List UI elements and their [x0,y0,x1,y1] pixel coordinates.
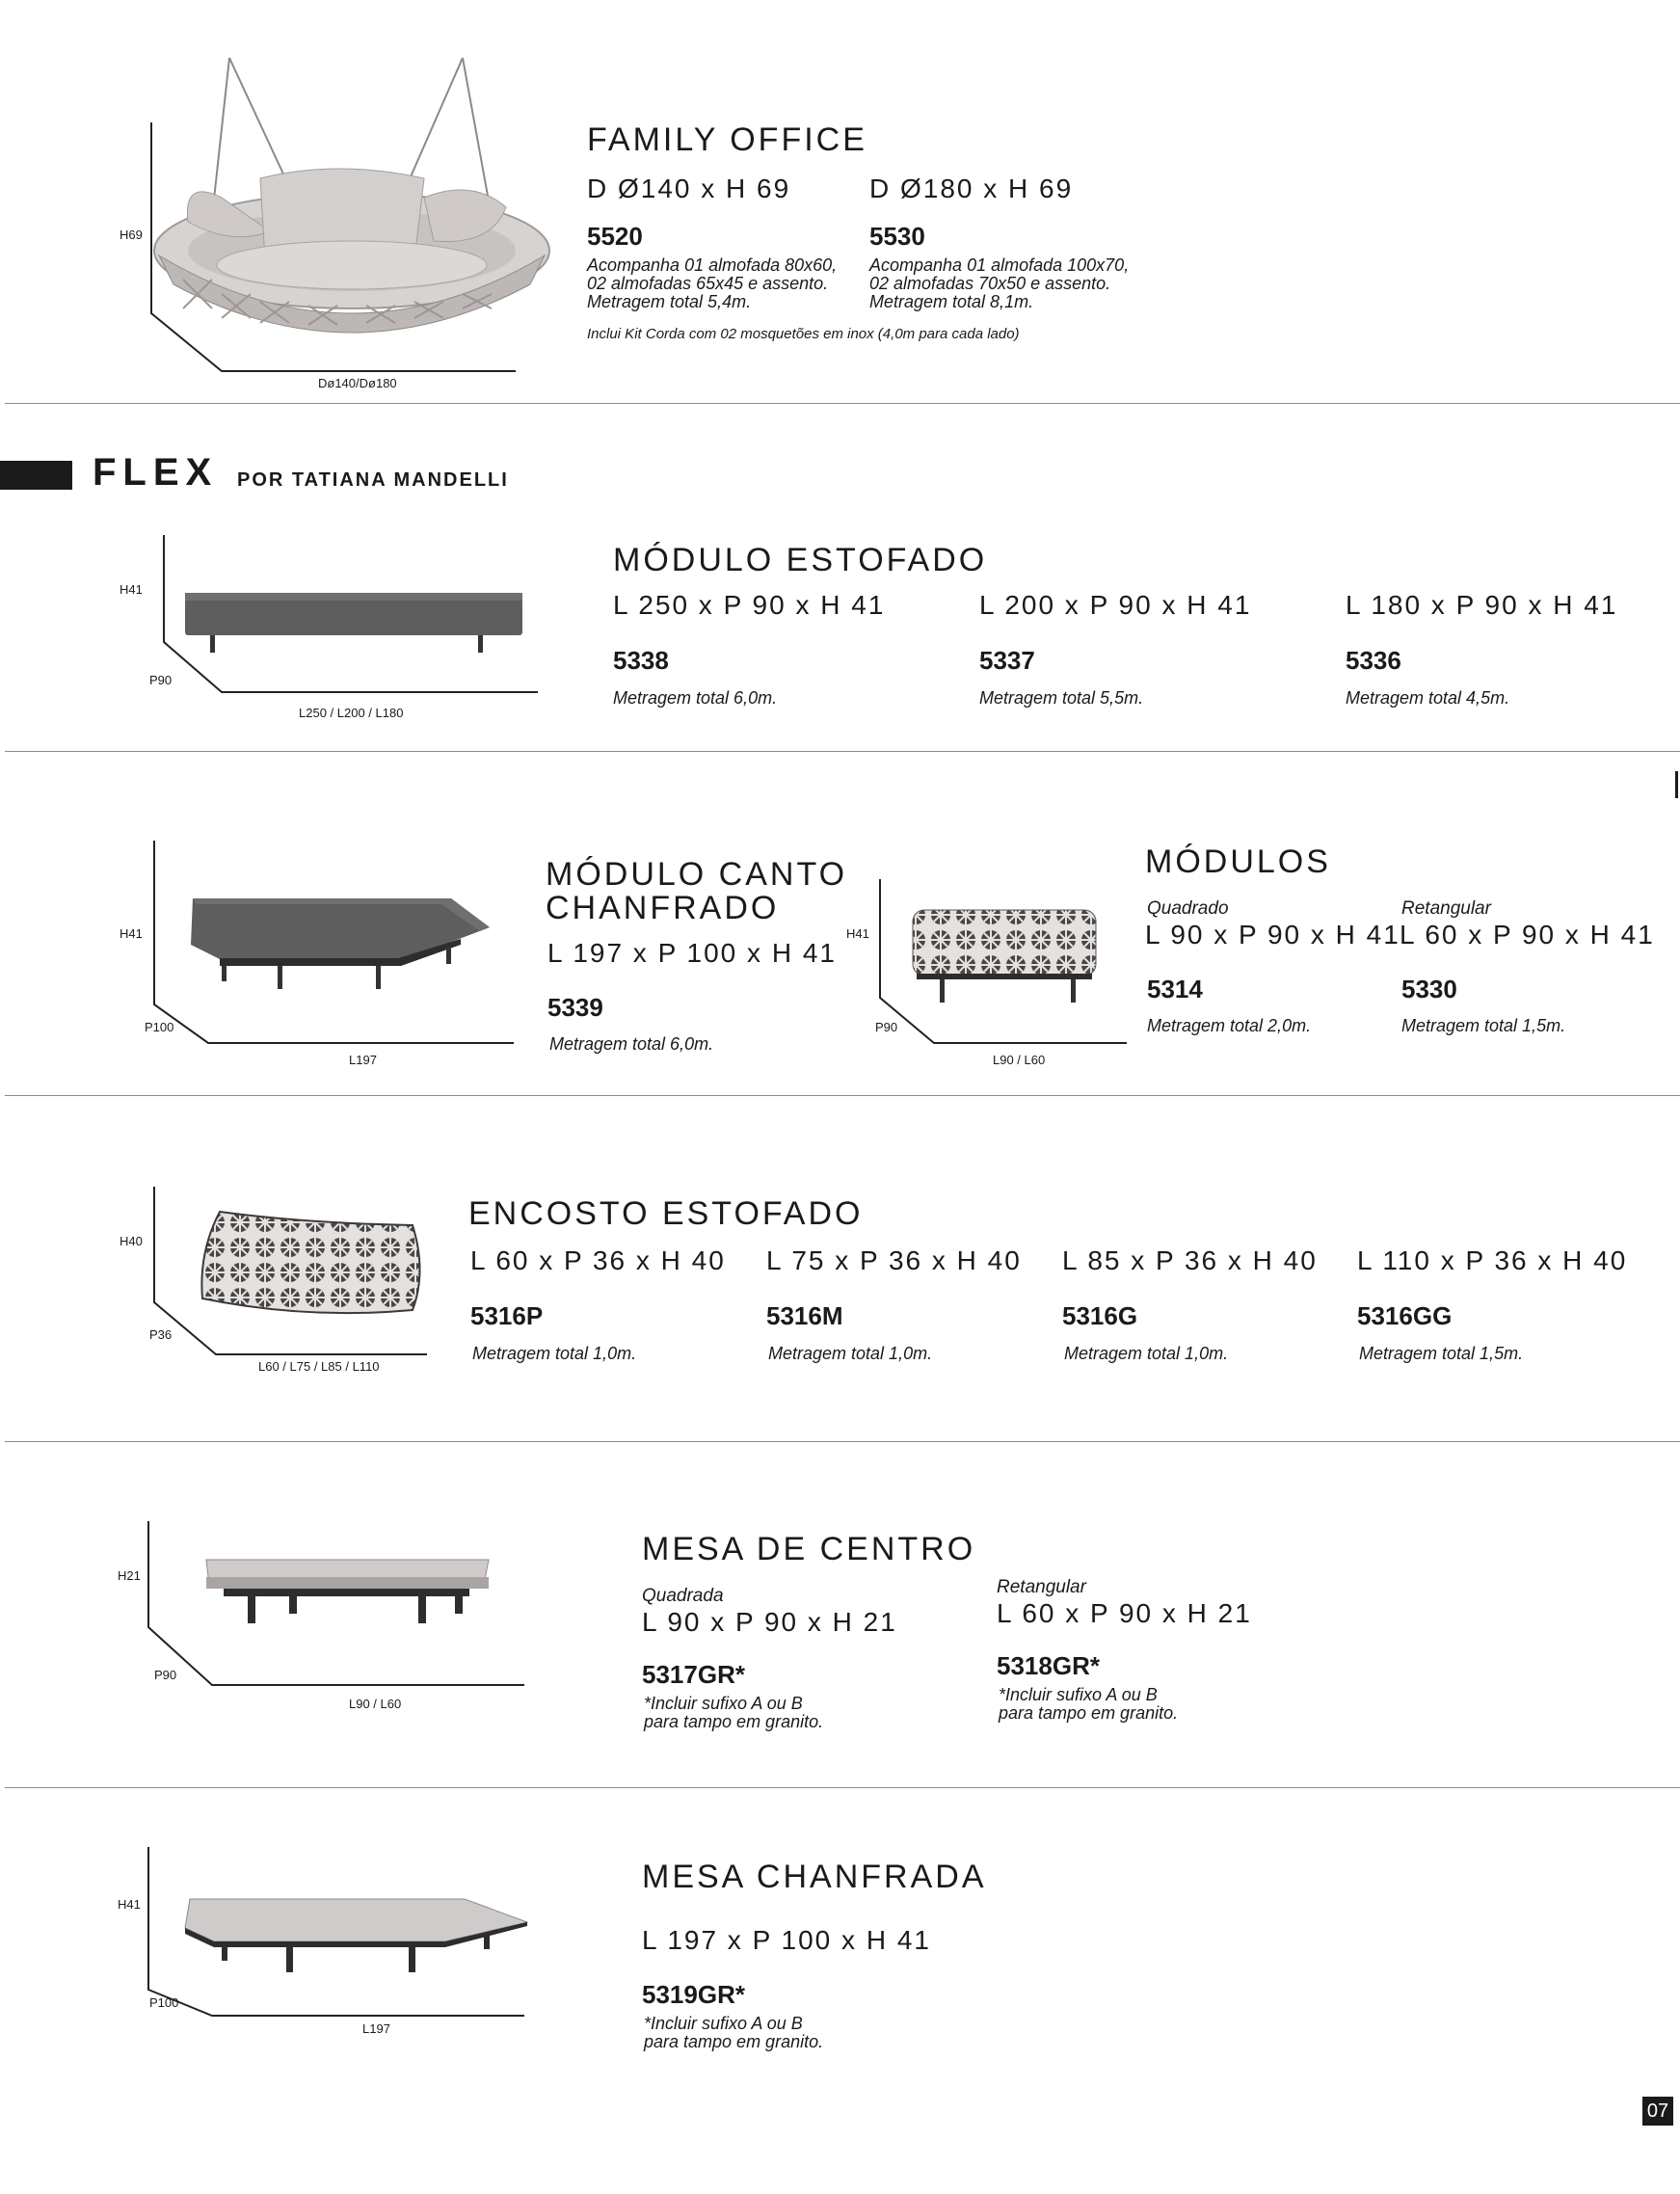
product-code: 5338 [613,646,669,675]
dim-height-label: H41 [118,1897,141,1912]
product-title: MÓDULOS [1145,843,1331,880]
variant-note: Metragem total 1,0m. [472,1344,637,1363]
product-title: FAMILY OFFICE [587,121,867,158]
variant-note: Metragem total 2,0m. [1147,1016,1312,1035]
dim-length-label: L90 / L60 [993,1053,1046,1067]
product-code: 5314 [1147,975,1203,1003]
mesa-centro-illustration [147,1519,527,1688]
dim-height-label: H21 [118,1568,141,1583]
variant-subtype: Retangular [997,1577,1086,1597]
footnote: Inclui Kit Corda com 02 mosquetões em inox (4,0m para cada lado) [587,326,1020,342]
product-title-line2: CHANFRADO [546,890,780,926]
variant-dims: L 60 x P 36 x H 40 [470,1245,726,1275]
dim-length-label: L250 / L200 / L180 [299,706,404,720]
variant-dims: L 180 x P 90 x H 41 [1346,590,1618,620]
variant-note: Acompanha 01 almofada 100x70, 02 almofadas 70x50 e assento. Metragem total 8,1m. [869,255,1130,311]
variant-dims: L 110 x P 36 x H 40 [1357,1245,1628,1275]
dim-length-label: L60 / L75 / L85 / L110 [258,1359,380,1374]
product-code: 5330 [1401,975,1457,1003]
variant-dims: D Ø180 x H 69 [869,174,1074,203]
dim-diameter-label: Dø140/Dø180 [318,376,397,390]
product-title: MÓDULO ESTOFADO [613,542,988,578]
variant-dims: L 200 x P 90 x H 41 [979,590,1252,620]
mesa-chanfrada-illustration [147,1845,527,2019]
product-code: 5339 [547,993,603,1022]
product-code: 5316GG [1357,1301,1453,1330]
dim-depth-label: P90 [149,673,173,687]
variant-subtype: Retangular [1401,898,1491,919]
dim-depth-label: P36 [149,1327,173,1342]
product-code: 5317GR* [642,1660,745,1689]
variant-note: *Incluir sufixo A ou B para tampo em granito. [644,2014,824,2051]
product-title: ENCOSTO ESTOFADO [468,1195,864,1232]
dim-height-label: H41 [120,582,143,597]
dim-length-label: L197 [362,2021,390,2036]
section-divider [5,751,1680,752]
modulos-illustration [878,877,1129,1046]
variant-dims: L 60 x P 90 x H 21 [997,1598,1252,1628]
variant-subtype: Quadrado [1147,898,1229,919]
product-code: 5530 [869,222,925,251]
brand-title: FLEX [93,451,219,494]
product-title: MESA CHANFRADA [642,1859,987,1895]
product-title: MESA DE CENTRO [642,1531,976,1567]
family-office-illustration [145,53,540,371]
dim-height-label: H69 [120,227,143,242]
variant-note: Metragem total 5,5m. [979,688,1144,708]
edge-marker [1675,771,1678,798]
section-divider [5,1095,1680,1096]
variant-dims: L 85 x P 36 x H 40 [1062,1245,1318,1275]
product-code: 5318GR* [997,1651,1100,1680]
dim-length-label: L90 / L60 [349,1697,402,1711]
dim-height-label: H40 [120,1234,143,1248]
variant-dims: L 197 x P 100 x H 41 [642,1925,931,1955]
variant-dims: L 90 x P 90 x H 41 [1145,920,1400,950]
variant-note: Metragem total 1,0m. [1064,1344,1229,1363]
header-bar [0,461,72,490]
product-code: 5336 [1346,646,1401,675]
variant-note: Metragem total 4,5m. [1346,688,1510,708]
variant-dims: D Ø140 x H 69 [587,174,791,203]
modulo-canto-illustration [152,839,517,1046]
variant-note: *Incluir sufixo A ou B para tampo em granito. [999,1685,1179,1723]
variant-note: Metragem total 6,0m. [613,688,778,708]
product-code: 5520 [587,222,643,251]
dim-height-label: H41 [846,926,869,941]
variant-dims: L 60 x P 90 x H 41 [1400,920,1655,950]
product-title-line1: MÓDULO CANTO [546,856,848,893]
product-code: 5316G [1062,1301,1138,1330]
dim-depth-label: P100 [145,1020,174,1034]
dim-height-label: H41 [120,926,143,941]
variant-note: Metragem total 1,5m. [1401,1016,1566,1035]
dim-depth-label: P90 [875,1020,898,1034]
variant-note: *Incluir sufixo A ou B para tampo em granito. [644,1694,824,1731]
product-code: 5319GR* [642,1980,745,2009]
variant-note: Metragem total 1,5m. [1359,1344,1524,1363]
product-code: 5337 [979,646,1035,675]
variant-dims: L 75 x P 36 x H 40 [766,1245,1022,1275]
dim-length-label: L197 [349,1053,377,1067]
page-number: 07 [1642,2097,1673,2126]
product-code: 5316P [470,1301,544,1330]
section-divider [5,1441,1680,1442]
product-code: 5316M [766,1301,843,1330]
variant-dims: L 90 x P 90 x H 21 [642,1607,897,1637]
variant-subtype: Quadrada [642,1586,724,1606]
dim-depth-label: P100 [149,1995,179,2010]
variant-note: Acompanha 01 almofada 80x60, 02 almofadas 65x45 e assento. Metragem total 5,4m. [587,255,838,311]
variant-dims: L 197 x P 100 x H 41 [547,938,837,968]
modulo-estofado-illustration [162,533,543,697]
dim-depth-label: P90 [154,1668,177,1682]
section-divider [5,403,1680,404]
section-divider [5,1787,1680,1788]
variant-dims: L 250 x P 90 x H 41 [613,590,886,620]
variant-note: Metragem total 1,0m. [768,1344,933,1363]
variant-note: Metragem total 6,0m. [549,1034,714,1054]
designer-credit: POR TATIANA MANDELLI [237,469,509,491]
encosto-illustration [152,1185,432,1358]
